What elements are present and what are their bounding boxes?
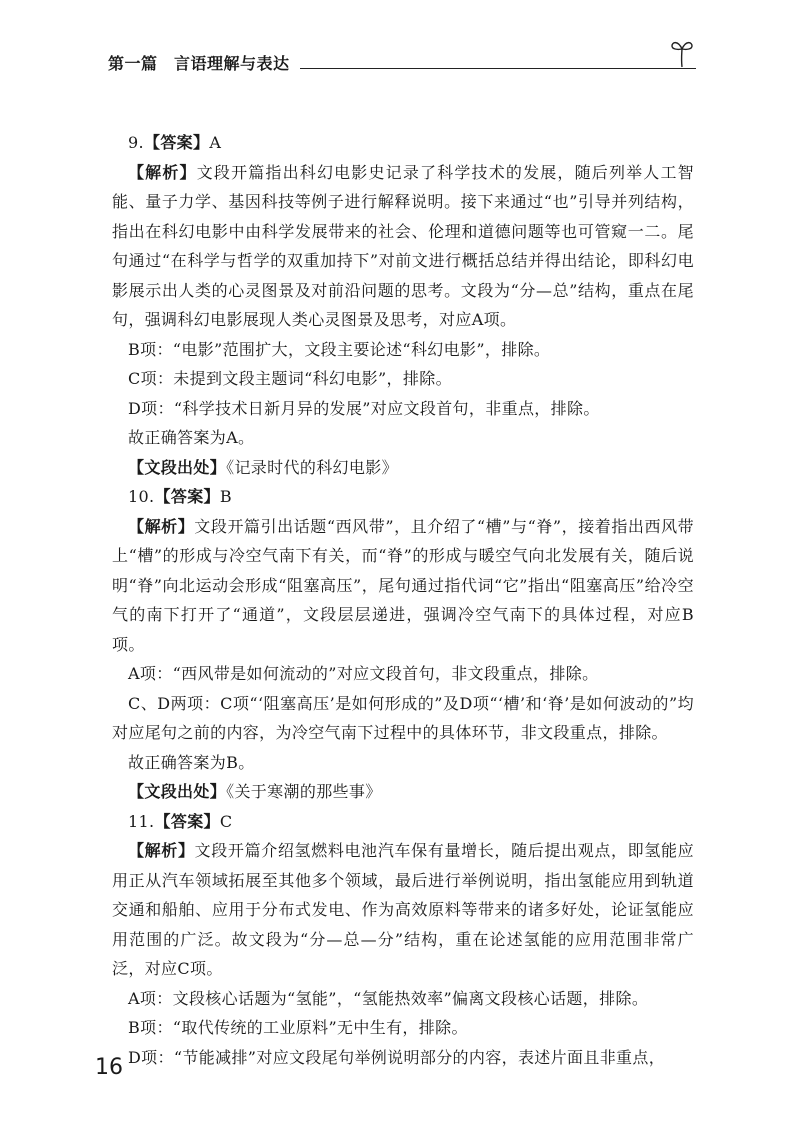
q9-option-c: C项：未提到文段主题词“科幻电影”，排除。 — [128, 369, 452, 388]
q9-source-title: 《记录时代的科幻电影》 — [226, 457, 398, 477]
answer-content — [112, 128, 694, 1072]
analysis-label: 【解析】 — [128, 162, 197, 182]
q9-source — [112, 453, 694, 483]
q10-option-cd: C、D两项：C项“‘阻塞高压’是如何形成的”及D项“‘槽’和‘脊’是如何波动的”均对应尾句之前的内容，为冷空气南下过程中的具体环节，非文段重点，排除。 — [112, 693, 694, 742]
q9-analysis-text: 文段开篇指出科幻电影史记录了科学技术的发展，随后列举人工智能、量子力学、基因科技等例子进行解释说明。接下来通过“也”引导并列结构，指出在科幻电影中由科学发展带来的社会、伦理和道德问题等也可管窥一二。尾句通过“在科学与哲学的双重加持下”对前文进行概括总结并得出结论，即科幻电影展示出人类的心灵图景及对前沿问题的思考。文段为“分—总”结构，重点在尾句，强调科幻电影展现人类心灵图景及思考，对应A项。 — [112, 162, 695, 329]
q11-analysis-text: 文段开篇介绍氢燃料电池汽车保有量增长，随后提出观点，即氢能应用正从汽车领域拓展至其他多个领域，最后进行举例说明，指出氢能应用到轨道交通和船舶、应用于分布式发电、作为高效原料等带来的诸多好处，论证氢能应用范围的广泛。故文段为“分—总—分”结构，重在论述氢能的应用范围非常广泛，对应C项。 — [112, 841, 694, 978]
page-header — [108, 46, 696, 74]
answer-label: 【答案】 — [143, 133, 210, 152]
q10-analysis-text: 文段开篇引出话题“西风带”，且介绍了“槽”与“脊”，接着指出西风带上“槽”的形成与冷空气南下有关，而“脊”的形成与暖空气向北发展有关，随后说明“脊”向北运动会形成“阻塞高压”，尾句通过指代词“它”指出“阻塞高压”给冷空气的南下打开了“通道”，文段层层递进，强调冷空气南下的具体过程，对应B项。 — [112, 516, 694, 654]
q10-answer-line — [112, 482, 694, 512]
sprout-icon — [670, 38, 694, 68]
q9-option-b: B项：“电影”范围扩大，文段主要论述“科幻电影”，排除。 — [128, 339, 551, 359]
q11-answer-line — [112, 807, 694, 837]
q9-analysis — [112, 158, 694, 335]
q11-option-d: D项：“节能减排”对应文段尾句举例说明部分的内容，表述片面且非重点， — [128, 1047, 666, 1067]
q10-option-a: A项：“西风带是如何流动的”对应文段首句，非文段重点，排除。 — [128, 664, 599, 683]
q10-analysis — [112, 512, 694, 660]
q9-number: 9. — [128, 133, 144, 152]
source-label: 【文段出处】 — [128, 457, 227, 477]
q9-conclusion: 故正确答案为A。 — [128, 428, 255, 447]
source-label: 【文段出处】 — [128, 782, 227, 801]
q10-number: 10. — [128, 487, 155, 506]
q10-conclusion: 故正确答案为B。 — [128, 752, 255, 772]
q11-analysis — [112, 836, 694, 984]
header-rule — [300, 68, 696, 69]
header-title: 第一篇 言语理解与表达 — [108, 54, 290, 73]
q10-source-title: 《关于寒潮的那些事》 — [226, 782, 382, 801]
analysis-label: 【解析】 — [128, 841, 195, 860]
answer-label: 【答案】 — [154, 811, 220, 831]
q11-option-a: A项：文段核心话题为“氢能”，“氢能热效率”偏离文段核心话题，排除。 — [128, 988, 649, 1008]
answer-label: 【答案】 — [154, 487, 220, 506]
q9-option-d: D项：“科学技术日新月异的发展”对应文段首句，非重点，排除。 — [128, 398, 600, 418]
q11-option-b: B项：“取代传统的工业原料”无中生有，排除。 — [128, 1018, 468, 1037]
q10-answer: B — [219, 487, 233, 506]
q10-source — [112, 777, 694, 807]
analysis-label: 【解析】 — [128, 516, 195, 536]
q9-answer: A — [209, 133, 222, 152]
q9-answer-line — [112, 128, 694, 158]
q11-answer: C — [219, 811, 233, 831]
page-number: 16 — [95, 1055, 123, 1080]
q11-number: 11. — [128, 811, 155, 831]
